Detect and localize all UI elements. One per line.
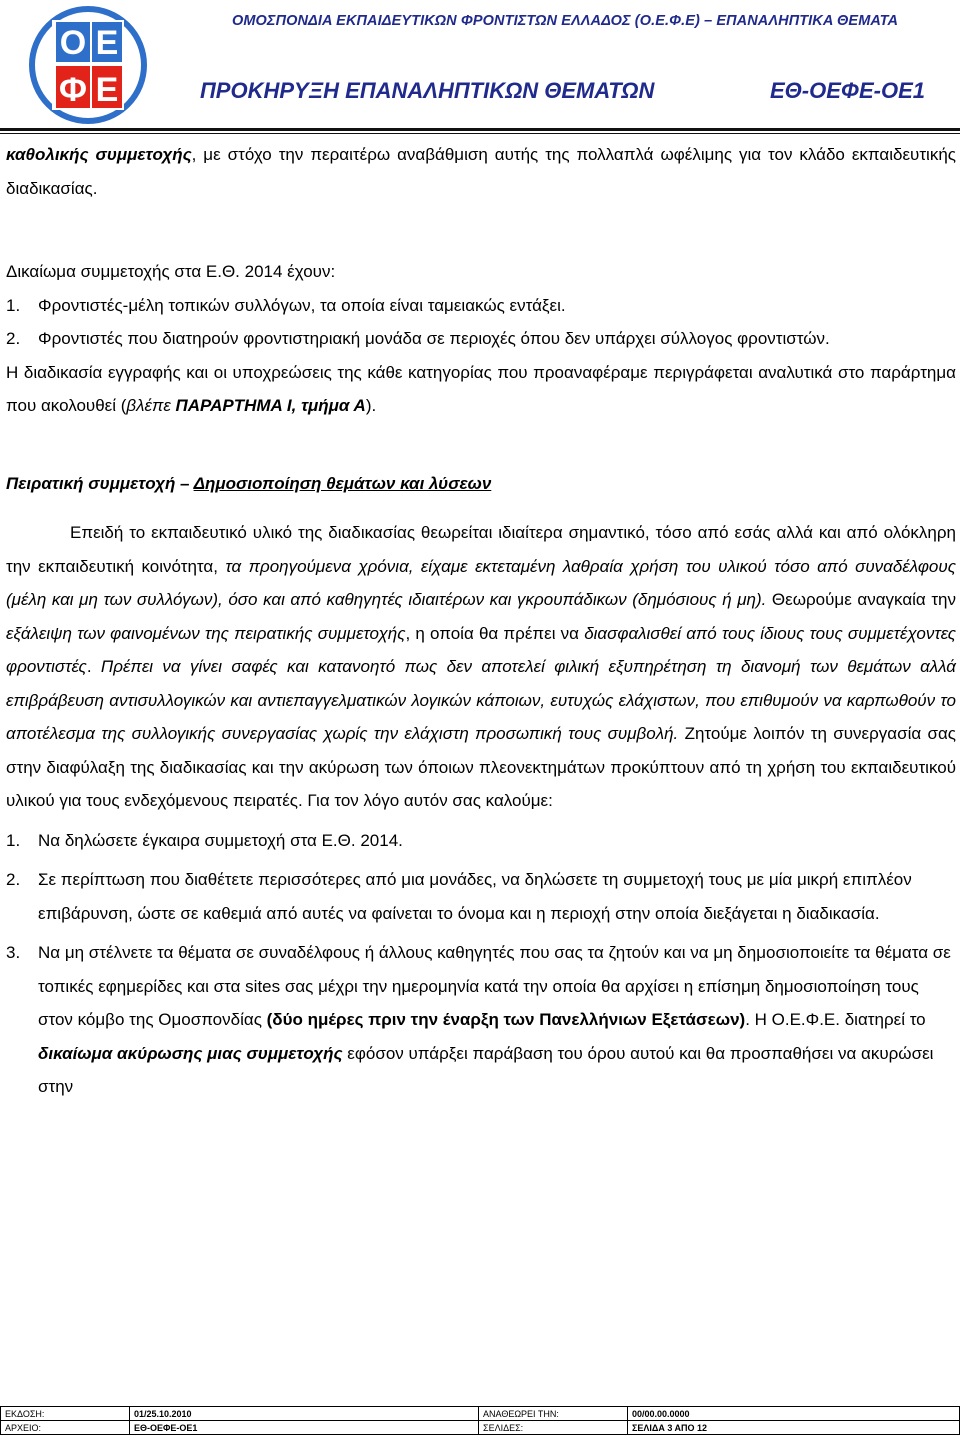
logo-letter-o: Ο xyxy=(59,24,87,62)
list-item: 3. Να μη στέλνετε τα θέματα σε συναδέλφους ή άλλους καθηγητές που σας τα ζητούν και να μη δημοσιοποιείτε τα θέματα σε τοπικές εφημερίδες και στα sites σας μέχρι την ημερομηνία κατά την οποία θα αρχίσει η επίσημη δημοσιοποίηση τους στον κόμβο της Ομοσπονδίας (δύο ημέρες πριν την έναρξη των Πανελλήνιων Εξετάσεων). Η Ο.Ε.Φ.Ε. διατηρεί το δικαίωμα ακύρωσης μιας συμμετοχής εφόσον υπάρξει παράβαση του όρου αυτού και θα προσπαθήσει να ακυρώσει στην xyxy=(6,943,951,1096)
list-item: 2. Φροντιστές που διατηρούν φροντιστηριακή μονάδα σε περιοχές όπου δεν υπάρχει σύλλογος φροντιστών. xyxy=(6,329,830,348)
pages-value: ΣΕΛΙΔΑ 3 ΑΠΟ 12 xyxy=(628,1421,960,1435)
footer-table xyxy=(0,1406,960,1435)
paragraph-eligibility: Δικαίωμα συμμετοχής στα Ε.Θ. 2014 έχουν: xyxy=(6,262,336,281)
page-header xyxy=(0,0,960,130)
pages-label: ΣΕΛΙΔΕΣ: xyxy=(479,1421,628,1435)
paragraph-piracy: Επειδή το εκπαιδευτικό υλικό της διαδικασίας θεωρείται ιδιαίτερα σημαντικό, τόσο από εσάς αλλά και από ολόκληρη την εκπαιδευτική κοινότητα, τα προηγούμενα χρόνια, είχαμε εκτεταμένη λαθραία χρήση του υλικού τόσο από συναδέλφους (μέλη και μη των συλλόγων), όσο και από καθηγητές ιδιαιτέρων και γκρουπάδικων (δημόσιους ή μη). Θεωρούμε αναγκαία την εξάλειψη των φαινομένων της πειρατικής συμμετοχής, η οποία θα πρέπει να διασφαλισθεί από τους ίδιους τους συμμετέχοντες φροντιστές. Πρέπει να γίνει σαφές και κατανοητό πως δεν αποτελεί φιλική εξυπηρέτηση τη διανομή των θεμάτων αλλά επιβράβευση αντισυλλογικών και αντιεπαγγελματικών λογικών κάποιων, ευτυχώς ελάχιστων, που επιθυμούν να καρπωθούν το αποτέλεσμα της συλλογικής συνεργασίας χωρίς την ελάχιστη προσωπική τους συμβολή. Ζητούμε λοιπόν τη συνεργασία σας στην διαφύλαξη της διαδικασίας και την ακύρωση των όποιων πλεονεκτημάτων προκύπτουν από τη χρήση του εκπαιδευτικού υλικού για τους ενδεχόμενους πειρατές. Για τον λόγο αυτόν σας καλούμε: xyxy=(6,523,957,810)
document-body xyxy=(6,138,956,1104)
logo-letter-e: Ε xyxy=(95,24,119,62)
page-footer xyxy=(0,1406,960,1435)
organization-name: ΟΜΟΣΠΟΝΔΙΑ ΕΚΠΑΙΔΕΥΤΙΚΩΝ ΦΡΟΝΤΙΣΤΩΝ ΕΛΛΑΔΟΣ (Ο.Ε.Φ.Ε) – ΕΠΑΝΑΛΗΠΤΙΚΑ ΘΕΜΑΤΑ xyxy=(232,13,899,29)
header-divider-thin xyxy=(0,133,960,134)
header-divider xyxy=(0,128,960,131)
review-label: ΑΝΑΘΕΩΡΕΙ ΤΗΝ: xyxy=(479,1407,628,1421)
file-label: ΑΡΧΕΙΟ: xyxy=(1,1421,130,1435)
paragraph-registration: Η διαδικασία εγγραφής και οι υποχρεώσεις της κάθε κατηγορίας που προαναφέραμε περιγράφεται αναλυτικά στο παράρτημα που ακολουθεί (βλέπε ΠΑΡΑΡΤΗΜΑ Ι, τμήμα Α). xyxy=(6,362,956,415)
paragraph-intro: καθολικής συμμετοχής, με στόχο την περαιτέρω αναβάθμιση αυτής της πολλαπλά ωφέλιμης για τον κλάδο εκπαιδευτικής διαδικασίας. xyxy=(6,145,956,198)
edition-value: 01/25.10.2010 xyxy=(130,1407,479,1421)
file-value: ΕΘ-ΟΕΦΕ-ΟΕ1 xyxy=(130,1421,479,1435)
list-item: 1. Να δηλώσετε έγκαιρα συμμετοχή στα Ε.Θ. 2014. xyxy=(6,830,403,850)
section-heading: Πειρατική συμμετοχή – Δημοσιοποίηση θεμάτων και λύσεων xyxy=(6,473,492,493)
review-value: 00/00.00.0000 xyxy=(628,1407,960,1421)
edition-label: ΕΚΔΟΣΗ: xyxy=(1,1407,130,1421)
logo-letter-e2: Ε xyxy=(95,71,119,109)
list-item: 1. Φροντιστές-μέλη τοπικών συλλόγων, τα οποία είναι ταμειακώς εντάξει. xyxy=(6,295,566,315)
logo-letter-f: Φ xyxy=(59,71,87,109)
document-title: ΠΡΟΚΗΡΥΞΗ ΕΠΑΝΑΛΗΠΤΙΚΩΝ ΘΕΜΑΤΩΝ xyxy=(200,78,655,103)
document-code: ΕΘ-ΟΕΦΕ-ΟΕ1 xyxy=(770,78,926,103)
list-item: 2. Σε περίπτωση που διαθέτετε περισσότερες από μια μονάδες, να δηλώσετε τη συμμετοχή τους με μία μικρή επιπλέον επιβάρυνση, ώστε σε καθεμιά από αυτές να φαίνεται το όνομα και η περιοχή στην οποία διεξάγεται η διαδικασία. xyxy=(6,870,912,923)
oefe-logo xyxy=(8,6,168,124)
